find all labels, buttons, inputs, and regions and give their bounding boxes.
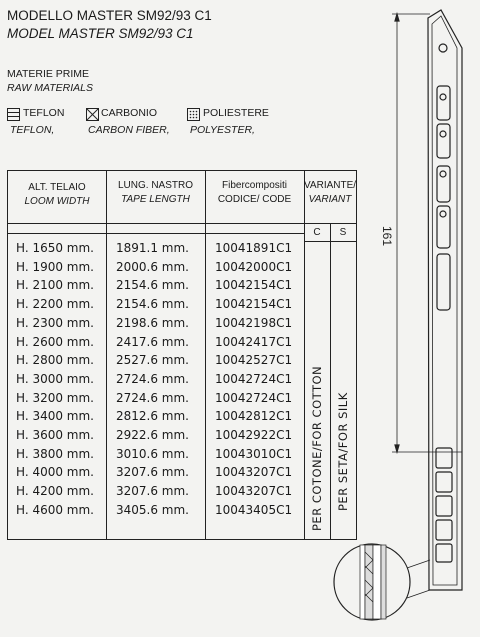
row-code: 10043207C1 (215, 465, 293, 480)
row-tape-length: 2198.6 mm. (116, 315, 189, 330)
row-loom-width: H. 2800 mm. (16, 353, 94, 368)
row-code: 10042154C1 (215, 297, 293, 312)
row-code: 10042812C1 (215, 409, 293, 424)
row-loom-width: H. 2200 mm. (16, 297, 94, 312)
header-label-en: CODICE/ CODE (217, 194, 292, 205)
header-code (205, 179, 304, 207)
row-tape-length: 2724.6 mm. (116, 390, 189, 405)
row-loom-width: H. 4200 mm. (16, 484, 94, 499)
materials-heading-en: RAW MATERIALS (7, 82, 93, 94)
row-tape-length: 1891.1 mm. (116, 241, 189, 255)
row-tape-length: 2154.6 mm. (116, 278, 189, 293)
row-loom-width: H. 3000 mm. (16, 371, 94, 386)
header-variant-c: C (313, 227, 321, 238)
row-tape-length: 2000.6 mm. (116, 259, 189, 274)
page-title: MODELLO MASTER SM92/93 C1 (7, 8, 212, 23)
material-label: TEFLON (23, 107, 65, 119)
row-code: 10042154C1 (215, 278, 293, 293)
teflon-swatch-icon (7, 108, 20, 121)
row-loom-width: H. 3600 mm. (16, 428, 94, 442)
row-tape-length: 3207.6 mm. (116, 484, 189, 499)
divider (8, 223, 356, 224)
header-variant-s: S (339, 227, 347, 238)
row-tape-length: 3207.6 mm. (116, 465, 189, 480)
header-label: LUNG. NASTRO (117, 180, 193, 191)
row-loom-width: H. 2100 mm. (16, 278, 94, 293)
row-tape-length: 3010.6 mm. (116, 446, 189, 461)
header-label-en: TAPE LENGTH (121, 194, 190, 205)
row-loom-width: H. 3200 mm. (16, 390, 94, 405)
row-code: 10042417C1 (215, 334, 293, 349)
spec-table (7, 170, 357, 540)
row-tape-length: 2417.6 mm. (116, 334, 189, 349)
row-loom-width: H. 2300 mm. (16, 315, 94, 330)
carbon-swatch-icon (86, 108, 99, 121)
row-tape-length: 3405.6 mm. (116, 502, 189, 517)
row-code: 10042724C1 (215, 390, 293, 405)
row-tape-length: 2922.6 mm. (116, 428, 189, 442)
divider (205, 171, 206, 539)
material-label-en: CARBON FIBER, (88, 124, 170, 136)
material-label: POLIESTERE (203, 107, 269, 119)
header-label-en: LOOM WIDTH (24, 196, 90, 207)
row-code: 10041891C1 (215, 241, 293, 255)
row-tape-length: 2724.6 mm. (116, 371, 189, 386)
divider (106, 171, 107, 539)
row-loom-width: H. 1650 mm. (16, 241, 94, 255)
row-loom-width: H. 3800 mm. (16, 446, 94, 461)
row-code: 10043207C1 (215, 484, 293, 499)
row-code: 10042527C1 (215, 353, 293, 368)
header-tape-length (106, 179, 205, 207)
row-code: 10042198C1 (215, 315, 293, 330)
row-tape-length: 2812.6 mm. (116, 409, 189, 424)
header-label-en: VARIANT (308, 194, 352, 205)
variant-cotton-label: PER COTONE/FOR COTTON (310, 365, 324, 531)
polyester-swatch-icon (187, 108, 200, 121)
divider (8, 233, 304, 234)
row-code: 10043405C1 (215, 502, 293, 517)
row-loom-width: H. 3400 mm. (16, 409, 94, 424)
row-code: 10043010C1 (215, 446, 293, 461)
row-tape-length: 2154.6 mm. (116, 297, 189, 312)
row-loom-width: H. 2600 mm. (16, 334, 94, 349)
materials-heading: MATERIE PRIME (7, 68, 90, 80)
row-loom-width: H. 1900 mm. (16, 259, 94, 274)
material-label-en: TEFLON, (10, 124, 55, 136)
variant-silk-label: PER SETA/FOR SILK (336, 392, 350, 511)
material-label-en: POLYESTER, (190, 124, 255, 136)
header-loom-width (8, 181, 106, 209)
tape-drawing (330, 0, 480, 637)
row-code: 10042922C1 (215, 428, 293, 442)
dimension-label: 161 (380, 226, 394, 247)
header-label: ALT. TELAIO (28, 182, 86, 193)
header-label: Fibercompositi (221, 180, 288, 191)
row-loom-width: H. 4000 mm. (16, 465, 94, 480)
header-label: VARIANTE/ (304, 180, 357, 191)
page-subtitle: MODEL MASTER SM92/93 C1 (7, 26, 194, 41)
material-label: CARBONIO (101, 107, 158, 119)
row-loom-width: H. 4600 mm. (16, 502, 94, 517)
row-code: 10042724C1 (215, 371, 293, 386)
row-tape-length: 2527.6 mm. (116, 353, 189, 368)
row-code: 10042000C1 (215, 259, 293, 274)
